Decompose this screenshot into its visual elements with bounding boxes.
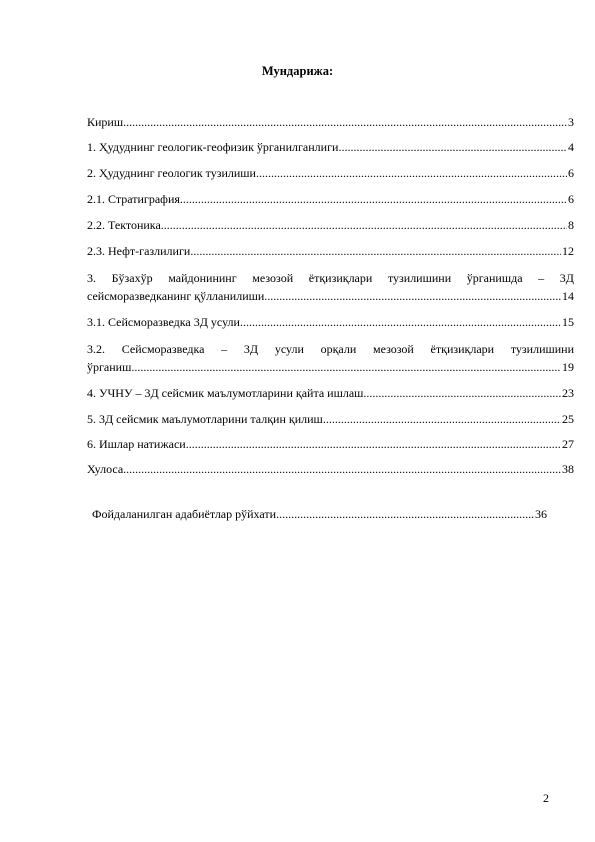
toc-entry-6	[87, 437, 574, 452]
dot-leader	[131, 360, 561, 375]
page-title: Мундарижа:	[261, 64, 334, 78]
toc-entry-bibliography	[92, 507, 547, 522]
toc-entry-page: 6	[568, 192, 574, 206]
toc-entry-introduction	[87, 115, 574, 130]
toc-entry-label: Хулоса	[87, 462, 124, 476]
toc-entry-page: 4	[568, 140, 574, 154]
dot-leader	[161, 218, 567, 233]
toc-entry-page: 12	[562, 244, 574, 258]
toc-entry-label: ўрганиш	[87, 360, 132, 374]
toc-entry-label: 2. Ҳудуднинг геологик тузилиши	[87, 166, 256, 180]
dot-leader	[123, 115, 567, 130]
toc-entry-page: 36	[535, 507, 547, 521]
toc-entry-page: 19	[562, 360, 574, 374]
toc-entry-page: 27	[562, 437, 574, 451]
toc-entry-2-3	[87, 244, 574, 259]
toc-entry-label-line1: 3.2. Сейсморазведка – 3Д усули орқали мезозой ётқизиқлари тузилишини	[87, 342, 574, 356]
toc-entry-4	[87, 386, 574, 401]
toc-entry-page: 15	[562, 315, 574, 329]
toc-entry-conclusion	[87, 462, 574, 477]
dot-leader	[123, 462, 561, 477]
toc-entry-page: 14	[562, 289, 574, 303]
page-number: 2	[543, 791, 549, 805]
dot-leader	[240, 315, 561, 330]
dot-leader	[276, 507, 534, 522]
toc-entry-label: 6. Ишлар натижаси	[87, 437, 186, 451]
toc-entry-3-2	[87, 342, 574, 375]
toc-entry-page: 23	[562, 386, 574, 400]
toc-entry-label: 5. 3Д сейсмик маълумотларини талқин қилиш	[87, 412, 323, 426]
dot-leader	[256, 166, 567, 181]
toc-entry-label: Фойдаланилган адабиётлар рўйхати	[92, 507, 277, 521]
toc-entry-page: 3	[568, 115, 574, 129]
toc-entry-label: 1. Ҳудуднинг геологик-геофизик ўрганилганлиги	[87, 140, 339, 154]
dot-leader	[323, 412, 561, 427]
toc-entry-label: 2.1. Стратиграфия	[87, 192, 180, 206]
toc-entry-label: сейсморазведканинг қўлланилиши	[87, 289, 265, 303]
toc-entry-page: 6	[568, 166, 574, 180]
toc-entry-2-1	[87, 192, 574, 207]
toc-entry-1	[87, 140, 574, 155]
toc-entry-label: 3.1. Сейсморазведка 3Д усули	[87, 315, 240, 329]
toc-entry-label-line1: 3. Бўзахўр майдонининг мезозой ётқизиқлари тузилишини ўрганишда – 3Д	[87, 271, 574, 285]
toc-entry-label: 2.2. Тектоника	[87, 218, 161, 232]
dot-leader	[180, 192, 567, 207]
toc-entry-2	[87, 166, 574, 181]
dot-leader	[264, 289, 561, 304]
toc-entry-label: Кириш	[87, 115, 124, 129]
dot-leader	[363, 386, 561, 401]
toc-entry-label: 2.3. Нефт-газлилиги	[87, 244, 191, 258]
dot-leader	[338, 140, 567, 155]
toc-entry-2-2	[87, 218, 574, 233]
dot-leader	[190, 244, 561, 259]
toc-entry-3	[87, 271, 574, 304]
toc-entry-page: 38	[562, 462, 574, 476]
toc-entry-5	[87, 412, 574, 427]
toc-entry-3-1	[87, 315, 574, 330]
dot-leader	[186, 437, 561, 452]
toc-entry-page: 8	[568, 218, 574, 232]
toc-entry-page: 25	[562, 412, 574, 426]
toc-entry-label: 4. УЧНУ – 3Д сейсмик маълумотларини қайта ишлаш	[87, 386, 364, 400]
